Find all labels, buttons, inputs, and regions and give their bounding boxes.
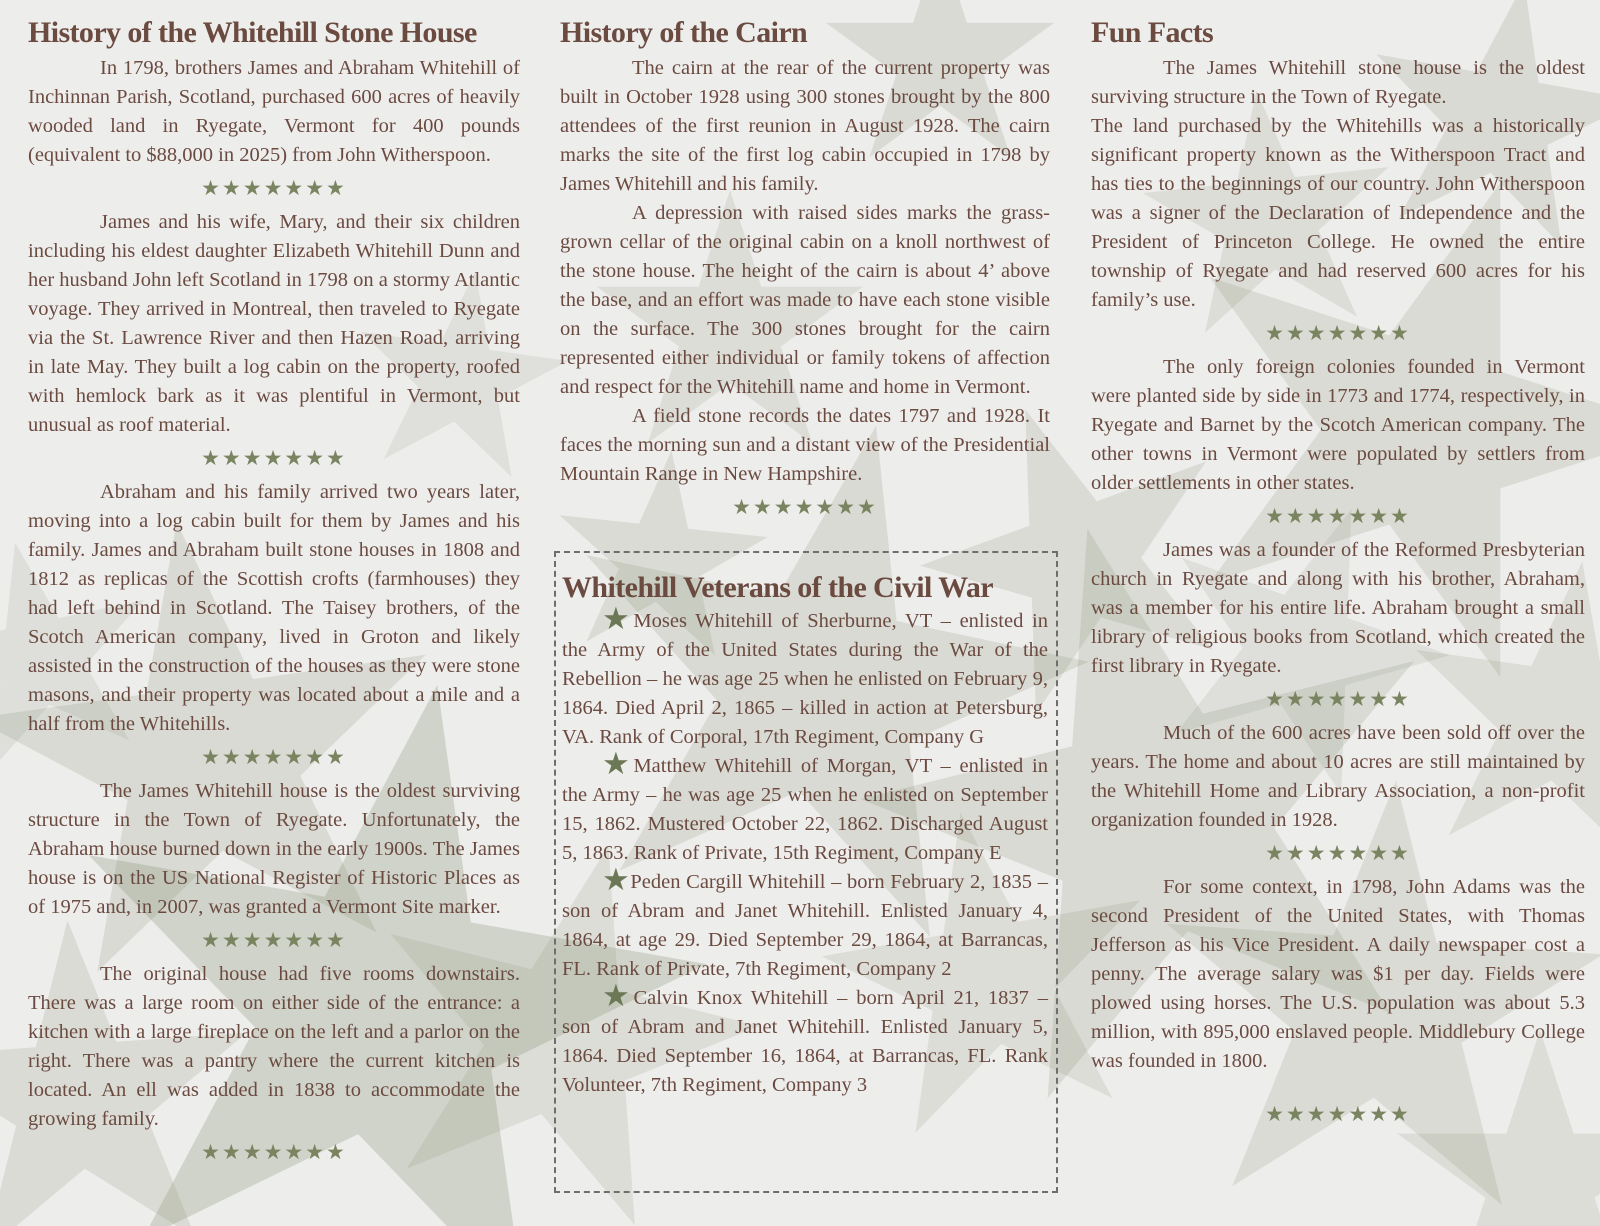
cairn-title: History of the Cairn xyxy=(560,16,808,49)
star-bullet-icon: ★ xyxy=(602,746,634,782)
star-divider-icon: ★★★★★★★ xyxy=(201,176,347,200)
fun-fact-paragraph-1: The James Whitehill stone house is the oldest surviving structure in the Town of Ryegate. xyxy=(1091,57,1585,108)
cairn-paragraph-1: The cairn at the rear of the current property was built in October 1928 using 300 stones brought by the 800 attendees of the first reunion in August 1928. The cairn marks the site of the first log cabin occupied in 1798 by James Whitehill and his family. xyxy=(560,57,1050,195)
veteran-entry xyxy=(562,746,1048,868)
veterans-title: Whitehill Veterans of the Civil War xyxy=(562,571,993,604)
fun-fact-paragraph-6: For some context, in 1798, John Adams was the second President of the United States, with Thomas Jefferson as his Vice President. A daily newspaper cost a penny. The average salary was $1 per day. Fields were plowed using horses. The U.S. population was about 5.3 million, with 895,000 enslaved people. Middlebury College was founded in 1800. xyxy=(1091,876,1585,1072)
star-bullet-icon: ★ xyxy=(602,978,634,1014)
fun-fact-paragraph-4: James was a founder of the Reformed Presbyterian church in Ryegate and along with his brother, Abraham, was a member for his entire life. Abraham brought a small library of religious books from Scotland, which created the first library in Ryegate. xyxy=(1091,539,1585,677)
column-cairn-history xyxy=(560,14,1050,527)
star-divider-icon: ★★★★★★★ xyxy=(201,1140,347,1164)
star-bullet-icon: ★ xyxy=(602,862,631,898)
fun-fact-paragraph-2: The land purchased by the Whitehills was a historically significant property known as the Witherspoon Tract and has ties to the beginnings of our country. John Witherspoon was a signer of the Declaration of Independence and the President of Princeton College. He owned the entire township of Ryegate and had reserved 600 acres for his family’s use. xyxy=(1091,115,1585,311)
veteran-text: Matthew Whitehill of Morgan, VT – enlisted in the Army – he was age 25 when he enlisted on September 15, 1862. Mustered October 22, 1862. Discharged August 5, 1863. Rank of Private, 15th Regiment, Company E xyxy=(562,755,1048,864)
fun-facts-title: Fun Facts xyxy=(1091,16,1214,49)
veteran-text: Peden Cargill Whitehill – born February 2, 1835 – son of Abram and Janet Whitehill. Enlisted January 4, 1864, at age 29. Died September 29, 1864, at Barrancas, FL. Rank of Private, 7th Regiment, Company 2 xyxy=(562,871,1048,980)
star-divider-icon: ★★★★★★★ xyxy=(201,745,347,769)
stone-house-paragraph-3: Abraham and his family arrived two years later, moving into a log cabin built for them by James and his family. James and Abraham built stone houses in 1808 and 1812 as replicas of the Scottish crofts (farmhouses) they had left behind in Scotland. The Taisey brothers, of the Scotch American company, lived in Groton and likely assisted in the construction of the houses as they were stone masons, and their property was located about a mile and a half from the Whitehills. xyxy=(28,481,520,735)
star-divider-icon: ★★★★★★★ xyxy=(732,495,878,519)
column-stone-house-history xyxy=(28,14,520,1172)
veteran-entry xyxy=(562,978,1048,1100)
veteran-entry xyxy=(562,601,1048,752)
fun-fact-paragraph-3: The only foreign colonies founded in Vermont were planted side by side in 1773 and 1774, respectively, in Ryegate and Barnet by the Scotch American company. The other towns in Vermont were populated by settlers from older settlements in other states. xyxy=(1091,356,1585,494)
stone-house-paragraph-2: James and his wife, Mary, and their six children including his eldest daughter Elizabeth Whitehill Dunn and her husband John left Scotland in 1798 on a stormy Atlantic voyage. They arrived in Montreal, then traveled to Ryegate via the St. Lawrence River and then Hazen Road, arriving in late May. They built a log cabin on the property, roofed with hemlock bark as it was plentiful in Vermont, but unusual as roof material. xyxy=(28,211,520,436)
cairn-paragraph-2: A depression with raised sides marks the grass-grown cellar of the original cabin on a knoll northwest of the stone house. The height of the cairn is about 4’ above the base, and an effort was made to have each stone visible on the surface. The 300 stones brought for the cairn represented either individual or family tokens of affection and respect for the Whitehill name and home in Vermont. xyxy=(560,202,1050,398)
stone-house-paragraph-1: In 1798, brothers James and Abraham Whitehill of Inchinnan Parish, Scotland, purchased 600 acres of heavily wooded land in Ryegate, Vermont for 400 pounds (equivalent to $88,000 in 2025) from John Witherspoon. xyxy=(28,57,520,166)
star-divider-icon: ★★★★★★★ xyxy=(201,928,347,952)
veteran-text: Moses Whitehill of Sherburne, VT – enlisted in the Army of the United States during the War of the Rebellion – he was age 25 when he enlisted on February 9, 1864. Died April 2, 1865 – killed in action at Petersburg, VA. Rank of Corporal, 17th Regiment, Company G xyxy=(562,610,1048,748)
fun-fact-paragraph-5: Much of the 600 acres have been sold off over the years. The home and about 10 acres are still maintained by the Whitehill Home and Library Association, a non-profit organization founded in 1928. xyxy=(1091,722,1585,831)
star-divider-icon: ★★★★★★★ xyxy=(1265,1102,1411,1126)
star-divider-icon: ★★★★★★★ xyxy=(1265,504,1411,528)
veteran-entry xyxy=(562,862,1048,984)
column-fun-facts xyxy=(1091,14,1585,1134)
cairn-paragraph-3: A field stone records the dates 1797 and 1928. It faces the morning sun and a distant view of the Presidential Mountain Range in New Hampshire. xyxy=(560,405,1050,485)
stone-house-title: History of the Whitehill Stone House xyxy=(28,16,477,49)
veterans-box xyxy=(554,551,1058,1193)
stone-house-paragraph-5: The original house had five rooms downstairs. There was a large room on either side of the entrance: a kitchen with a large fireplace on the left and a parlor on the right. There was a pantry where the current kitchen is located. An ell was added in 1838 to accommodate the growing family. xyxy=(28,963,520,1130)
stone-house-paragraph-4: The James Whitehill house is the oldest surviving structure in the Town of Ryegate. Unfortunately, the Abraham house burned down in the early 1900s. The James house is on the US National Register of Historic Places as of 1975 and, in 2007, was granted a Vermont Site marker. xyxy=(28,780,520,918)
star-divider-icon: ★★★★★★★ xyxy=(1265,687,1411,711)
veteran-text: Calvin Knox Whitehill – born April 21, 1837 – son of Abram and Janet Whitehill. Enlisted January 5, 1864. Died September 16, 1864, at Barrancas, FL. Rank Volunteer, 7th Regiment, Company 3 xyxy=(562,987,1048,1096)
star-divider-icon: ★★★★★★★ xyxy=(201,446,347,470)
star-bullet-icon: ★ xyxy=(602,601,634,637)
star-divider-icon: ★★★★★★★ xyxy=(1265,841,1411,865)
star-divider-icon: ★★★★★★★ xyxy=(1265,321,1411,345)
